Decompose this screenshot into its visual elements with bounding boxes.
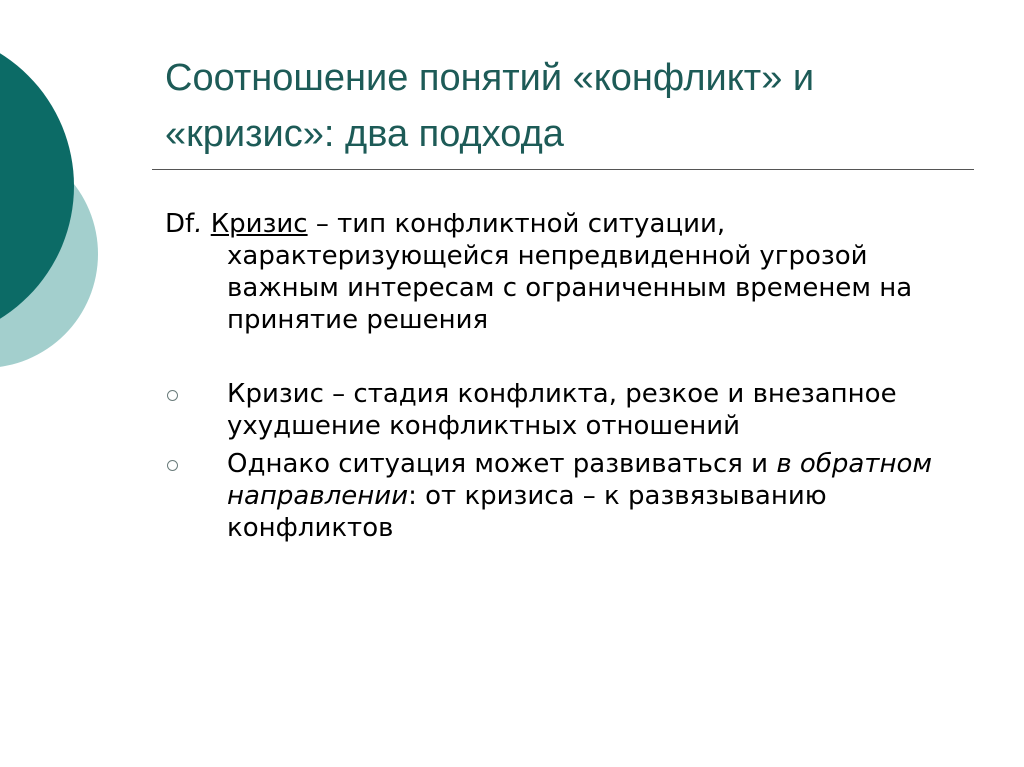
title-divider <box>152 169 974 170</box>
bullet-text-2-italic: в обратном направлении <box>227 449 932 511</box>
definition-first-line-rest: – тип конфликтной ситуации, <box>307 209 726 239</box>
hollow-circle-bullet-icon <box>167 390 178 401</box>
df-label: Df. <box>165 209 203 239</box>
bullet-item-2 <box>165 448 975 544</box>
title-line-2: «кризис»: два подхода <box>165 113 564 155</box>
definition-first-line <box>165 208 975 240</box>
bullet-item-1 <box>165 378 975 442</box>
bullet-text-2-before: Однако ситуация может развиваться и <box>227 449 777 479</box>
definition-continuation: характеризующейся непредвиденной угрозой важным интересам с ограниченным временем на принятие решения <box>227 241 913 335</box>
slide-title <box>165 50 985 162</box>
bullet-list <box>165 378 975 544</box>
bullet-text-1: Кризис – стадия конфликта, резкое и внезапное ухудшение конфликтных отношений <box>227 379 897 441</box>
definition-block <box>165 208 975 336</box>
bullet-text-2-after: : от кризиса – к развязыванию конфликтов <box>227 481 827 543</box>
title-line-1: Соотношение понятий «конфликт» и <box>165 57 815 99</box>
slide-body <box>165 208 975 550</box>
definition-term: Кризис <box>210 209 308 239</box>
hollow-circle-bullet-icon <box>167 460 178 471</box>
